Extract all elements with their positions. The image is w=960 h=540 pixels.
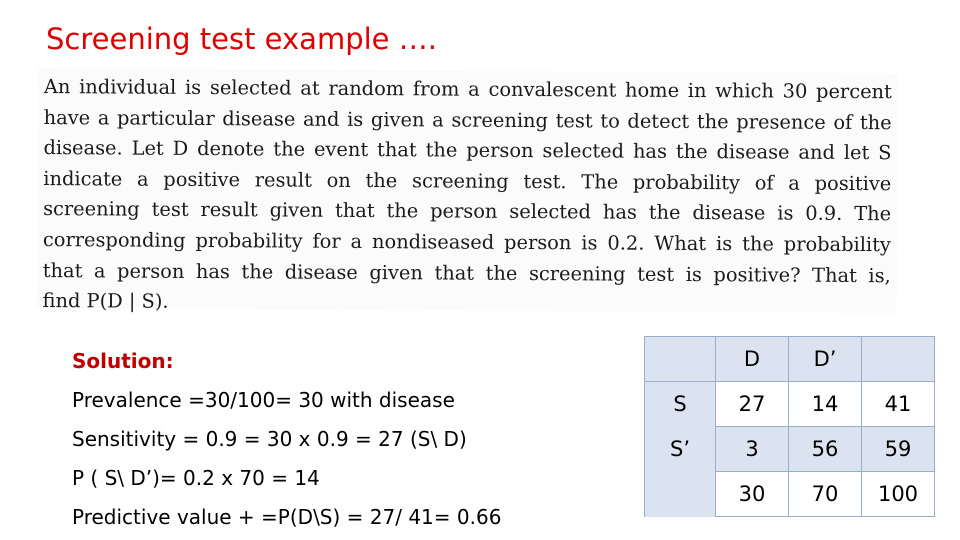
table-header-cell: D’	[789, 337, 862, 382]
problem-line: An individual is selected at random from a convalescent home in which 30 percent	[43, 75, 892, 104]
table-cell: 59	[862, 427, 935, 472]
table-cell: 30	[716, 472, 789, 517]
contingency-table	[644, 336, 935, 517]
problem-line: that a person has the disease given that the screening test is positive? That is,	[42, 258, 891, 287]
table-header-cell: D	[716, 337, 789, 382]
table-row-label	[645, 472, 716, 517]
slide-title: Screening test example ….	[46, 22, 437, 56]
table-cell: 27	[716, 382, 789, 427]
table-header-row	[645, 337, 935, 382]
table-row-label: S	[645, 382, 716, 427]
solution-block	[72, 342, 501, 537]
table-row	[645, 472, 935, 517]
solution-line: Predictive value + =P(D\S) = 27/ 41= 0.66	[72, 505, 502, 529]
table-cell: 70	[789, 472, 862, 517]
table-cell	[645, 337, 716, 382]
table-row-label: S’	[645, 427, 716, 472]
problem-line: screening test result given that the person selected has the disease is 0.9. The	[43, 197, 892, 226]
table-cell: 56	[789, 427, 862, 472]
table-cell: 100	[862, 472, 935, 517]
problem-line: disease. Let D denote the event that the person selected has the disease and let S	[43, 136, 892, 165]
table-cell: 14	[789, 382, 862, 427]
problem-statement-image	[37, 68, 898, 313]
solution-line: Sensitivity = 0.9 = 30 x 0.9 = 27 (S\ D)	[72, 427, 467, 451]
problem-line: corresponding probability for a nondiseased person is 0.2. What is the probability	[42, 228, 892, 257]
problem-line: indicate a positive result on the screening test. The probability of a positive	[43, 166, 892, 195]
table-cell	[862, 337, 935, 382]
table-row	[645, 382, 935, 427]
table-row	[645, 427, 935, 472]
problem-line: find P(D | S).	[42, 289, 169, 313]
problem-line: have a particular disease and is given a screening test to detect the presence of the	[43, 105, 892, 134]
table-cell: 41	[862, 382, 935, 427]
table-cell: 3	[716, 427, 789, 472]
solution-line: Prevalence =30/100= 30 with disease	[72, 388, 455, 412]
solution-heading: Solution:	[72, 349, 174, 373]
solution-line: P ( S\ D’)= 0.2 x 70 = 14	[72, 466, 320, 490]
